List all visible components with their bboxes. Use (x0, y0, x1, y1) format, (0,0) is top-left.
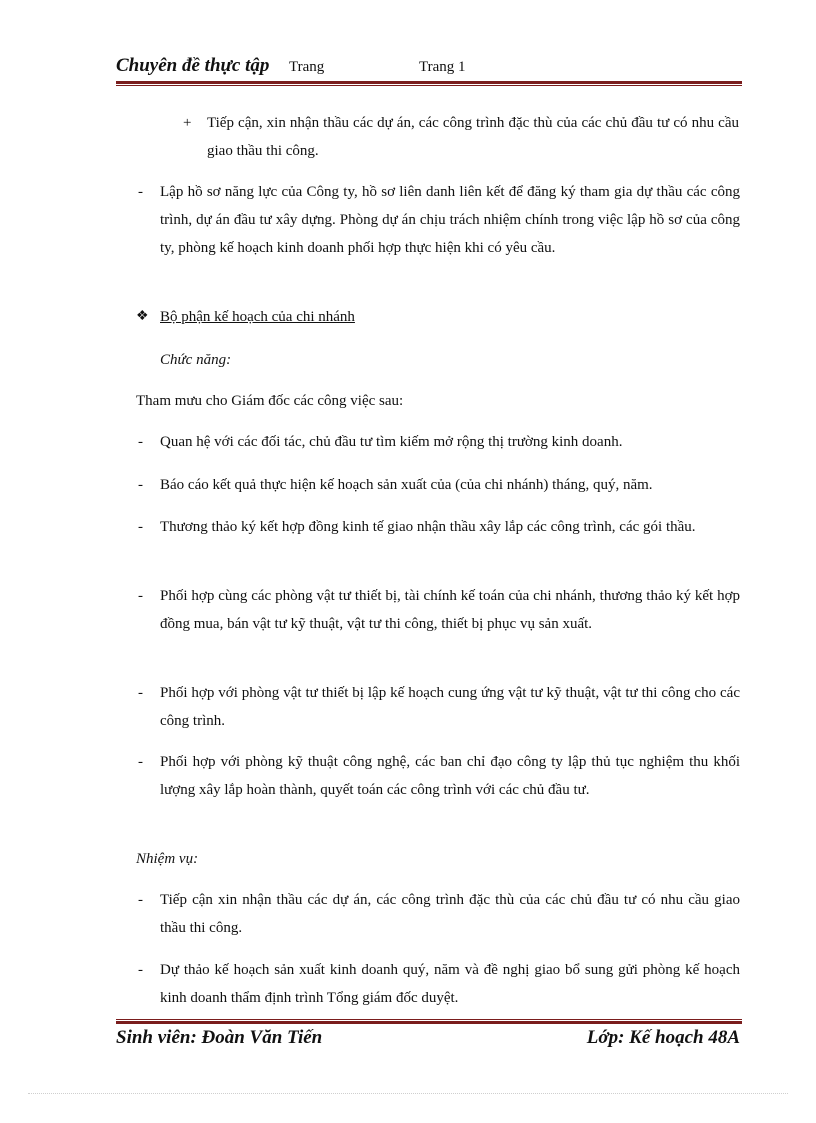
page-footer (116, 1027, 742, 1053)
section-heading: Bộ phận kế hoạch của chi nhánh (160, 309, 355, 325)
dash-marker: - (138, 754, 143, 770)
footer-rule (116, 1019, 742, 1024)
dash-marker: - (138, 184, 143, 200)
dash-marker: - (138, 434, 143, 450)
footer-student: Sinh viên: Đoàn Văn Tiến (116, 1027, 323, 1048)
duty-item: Tiếp cận xin nhận thầu các dự án, các công trình đặc thù của các chủ đầu tư có nhu cầu giao thầu thi công. (160, 892, 740, 936)
dash-marker: - (138, 477, 143, 493)
header-trang-label: Trang (289, 59, 325, 75)
header-rule (116, 81, 742, 86)
header-title: Chuyên đề thực tập (116, 55, 270, 76)
dash-marker: - (138, 962, 143, 978)
dash-marker: - (138, 892, 143, 908)
function-item: Phối hợp cùng các phòng vật tư thiết bị, tài chính kế toán của chi nhánh, thương thảo ký kết hợp đồng mua, bán vật tư kỹ thuật, vật tư thi công, thiết bị phục vụ sản xuất. (160, 588, 740, 632)
dash-item-text: Lập hồ sơ năng lực của Công ty, hồ sơ liên danh liên kết để đăng ký tham gia dự thầu các công trình, dự án đầu tư xây dựng. Phòng dự án chịu trách nhiệm chính trong việc lập hồ sơ của công ty, phòng kế hoạch kinh doanh phối hợp thực hiện khi có yêu cầu. (160, 184, 740, 256)
function-item: Báo cáo kết quả thực hiện kế hoạch sản xuất của (của chi nhánh) tháng, quý, năm. (160, 477, 653, 493)
page-header (116, 52, 742, 82)
plus-marker: + (183, 115, 192, 131)
dash-marker: - (138, 519, 143, 535)
plus-item-text: Tiếp cận, xin nhận thầu các dự án, các công trình đặc thù của các chủ đầu tư có nhu cầu giao thầu thi công. (207, 115, 739, 159)
footer-class: Lớp: Kế hoạch 48A (586, 1027, 740, 1048)
function-item: Phối hợp với phòng vật tư thiết bị lập kế hoạch cung ứng vật tư kỹ thuật, vật tư thi công cho các công trình. (160, 685, 740, 729)
function-item: Quan hệ với các đối tác, chủ đầu tư tìm kiếm mở rộng thị trường kinh doanh. (160, 434, 623, 450)
duty-item: Dự thảo kế hoạch sản xuất kinh doanh quý, năm và đề nghị giao bổ sung gửi phòng kế hoạch kinh doanh thẩm định trình Tổng giám đốc duyệt. (160, 962, 740, 1006)
chuc-nang-label: Chức năng: (160, 352, 232, 368)
nhiem-vu-label: Nhiệm vụ: (136, 851, 199, 867)
page-bottom-edge (28, 1093, 788, 1094)
function-item: Thương thảo ký kết hợp đồng kinh tế giao nhận thầu xây lắp các công trình, các gói thầu. (160, 519, 696, 535)
dash-marker: - (138, 685, 143, 701)
intro-text: Tham mưu cho Giám đốc các công việc sau: (136, 393, 404, 409)
header-page-number: Trang 1 (419, 59, 466, 75)
dash-marker: - (138, 588, 143, 604)
diamond-bullet-icon: ❖ (136, 309, 149, 324)
function-item: Phối hợp với phòng kỹ thuật công nghệ, các ban chỉ đạo công ty lập thủ tục nghiệm thu khối lượng xây lắp hoàn thành, quyết toán các công trình với các chủ đầu tư. (160, 754, 740, 798)
